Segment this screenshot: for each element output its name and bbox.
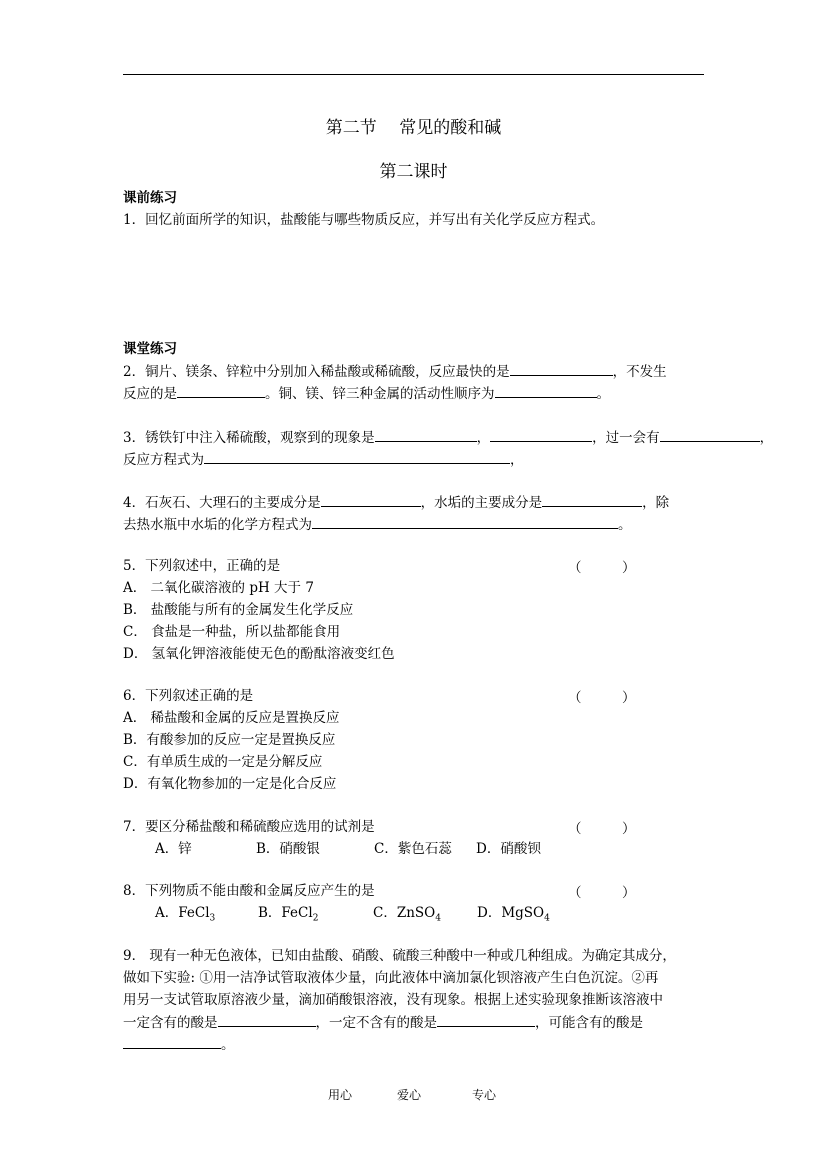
answer-blank[interactable] <box>312 514 618 529</box>
answer-blank[interactable] <box>542 492 642 507</box>
option-a: A．锌 <box>155 841 192 857</box>
answer-blank[interactable] <box>437 1012 535 1027</box>
question-4-line-1: 4．石灰石、大理石的主要成分是 ，水垢的主要成分是 ，除 <box>123 492 669 513</box>
pre-practice-heading: 课前练习 <box>123 190 177 206</box>
option-d: D． 氢氧化钾溶液能使无色的酚酞溶液变红色 <box>123 646 395 662</box>
option-c: C．紫色石蕊 <box>374 841 452 857</box>
answer-blank[interactable] <box>660 427 760 442</box>
question-9-line-2: 做如下实验: ①用一洁净试管取液体少量，向此液体中滴加氯化钡溶液产生白色沉淀。②再 <box>123 970 659 986</box>
question-7-stem: 7．要区分稀盐酸和稀硫酸应选用的试剂是 <box>123 819 375 835</box>
header-rule <box>123 74 704 75</box>
answer-parentheses[interactable]: （ ） <box>568 821 636 837</box>
section-title: 第二节 常见的酸和碱 <box>325 118 502 138</box>
lesson-subtitle: 第二课时 <box>379 162 448 182</box>
option-c: C．有单质生成的一定是分解反应 <box>123 754 323 770</box>
footer-text-2: 爱心 <box>397 1088 422 1102</box>
question-7-options <box>155 839 541 859</box>
question-9-line-4: 一定含有的酸是 ，一定不含有的酸是 ，可能含有的酸是 <box>123 1012 643 1033</box>
option-c: C．ZnSO$_4$ <box>373 905 441 924</box>
answer-blank[interactable] <box>495 383 597 398</box>
answer-blank[interactable] <box>490 427 592 442</box>
answer-parentheses[interactable]: （ ） <box>568 885 636 901</box>
answer-blank[interactable] <box>321 492 421 507</box>
question-9-line-5: 。 <box>123 1034 235 1055</box>
question-2-line-2: 反应的是 。铜、镁、锌三种金属的活动性顺序为 。 <box>123 383 610 404</box>
question-1: 1．回忆前面所学的知识，盐酸能与哪些物质反应，并写出有关化学反应方程式。 <box>123 212 605 228</box>
answer-blank[interactable] <box>375 427 477 442</box>
answer-blank[interactable] <box>123 1034 221 1049</box>
answer-blank[interactable] <box>510 361 613 376</box>
question-8-options <box>155 903 550 929</box>
option-a: A．FeCl$_3$ <box>155 905 216 924</box>
option-c: C． 食盐是一种盐，所以盐都能食用 <box>123 624 341 640</box>
question-9-line-1: 9． 现有一种无色液体，已知由盐酸、硝酸、硫酸三种酸中一种或几种组成。为确定其成分， <box>123 948 676 964</box>
question-2-line-1: 2．铜片、镁条、锌粒中分别加入稀盐酸或稀硫酸，反应最快的是 ，不发生 <box>123 361 667 382</box>
class-practice-heading: 课堂练习 <box>123 341 177 357</box>
answer-blank[interactable] <box>177 383 265 398</box>
option-b: B． 盐酸能与所有的金属发生化学反应 <box>123 602 354 618</box>
option-d: D．MgSO$_4$ <box>477 905 550 924</box>
answer-parentheses[interactable]: （ ） <box>568 560 636 576</box>
option-a: A． 稀盐酸和金属的反应是置换反应 <box>123 710 340 726</box>
footer-text-3: 专心 <box>472 1088 497 1102</box>
answer-blank[interactable] <box>218 1012 316 1027</box>
question-9-line-3: 用另一支试管取原溶液少量，滴加硝酸银溶液，没有现象。根据上述实验现象推断该溶液中 <box>123 992 663 1008</box>
option-b: B．FeCl$_2$ <box>258 905 319 924</box>
option-b: B．有酸参加的反应一定是置换反应 <box>123 732 336 748</box>
question-3-line-2: 反应方程式为 ， <box>123 449 524 470</box>
question-6-stem: 6．下列叙述正确的是 <box>123 688 254 704</box>
question-4-line-2: 去热水瓶中水垢的化学方程式为 。 <box>123 514 632 535</box>
question-5-stem: 5．下列叙述中，正确的是 <box>123 558 281 574</box>
option-b: B．硝酸银 <box>256 841 320 857</box>
question-8-stem: 8．下列物质不能由酸和金属反应产生的是 <box>123 883 375 899</box>
option-d: D．硝酸钡 <box>476 841 541 857</box>
footer-text-1: 用心 <box>328 1088 353 1102</box>
question-3-line-1: 3．锈铁钉中注入稀硫酸，观察到的现象是 ， ，过一会有 ， <box>123 427 773 448</box>
answer-blank[interactable] <box>204 449 510 464</box>
option-d: D．有氧化物参加的一定是化合反应 <box>123 776 337 792</box>
answer-parentheses[interactable]: （ ） <box>568 690 636 706</box>
option-a: A． 二氧化碳溶液的 pH 大于 7 <box>123 580 314 596</box>
